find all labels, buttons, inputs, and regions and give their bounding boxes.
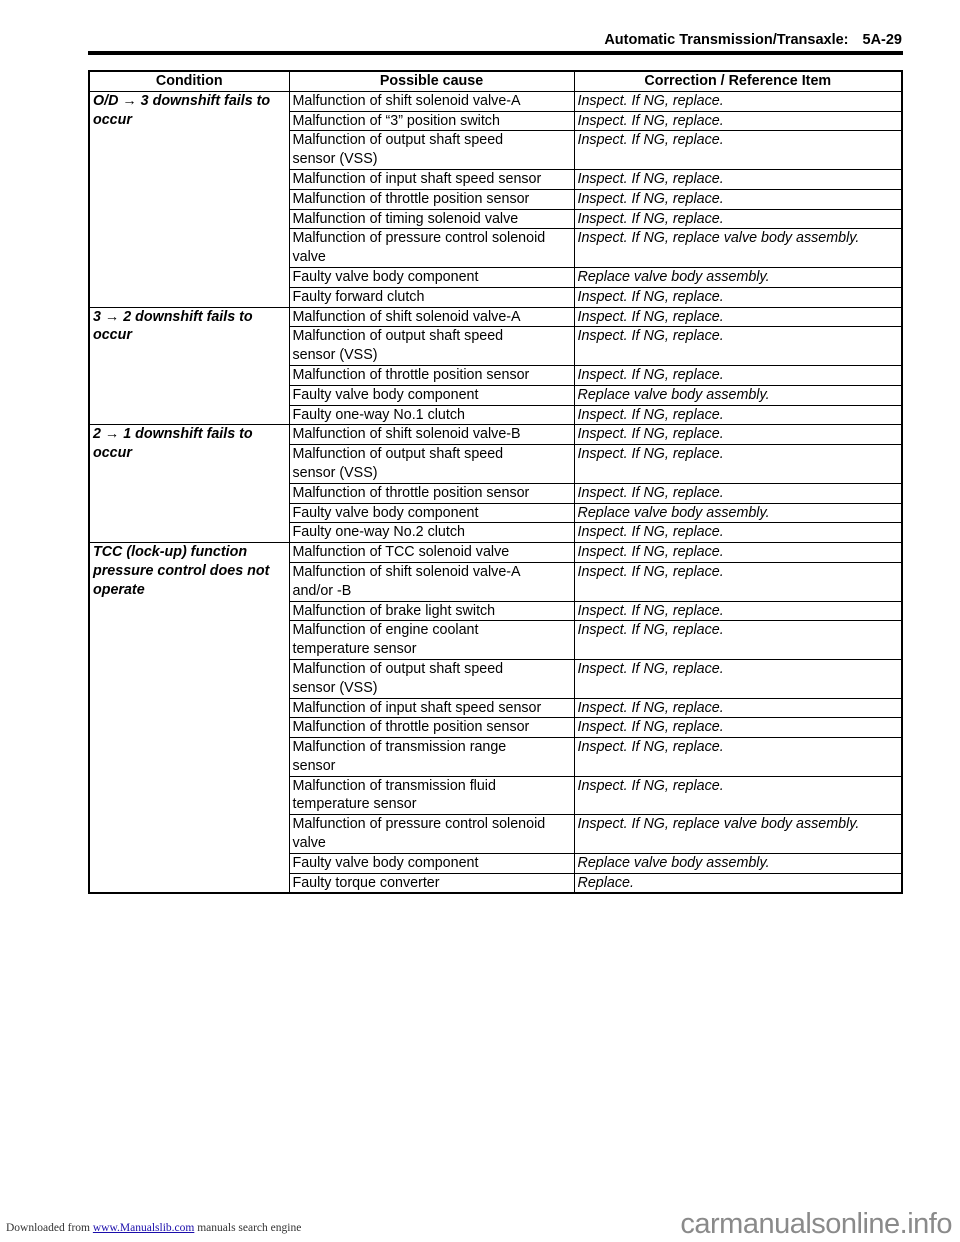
correction-cell: Inspect. If NG, replace valve body assembly. [574,229,902,268]
correction-cell: Replace valve body assembly. [574,853,902,873]
possible-cause-cell: Malfunction of output shaft speed sensor (VSS) [289,659,574,698]
correction-cell: Replace valve body assembly. [574,503,902,523]
possible-cause-cell: Malfunction of shift solenoid valve-A and/or -B [289,562,574,601]
correction-cell: Inspect. If NG, replace. [574,365,902,385]
table-row [89,425,902,445]
possible-cause-cell: Faulty torque converter [289,873,574,893]
correction-cell: Inspect. If NG, replace. [574,91,902,111]
column-header: Condition [89,71,289,91]
possible-cause-cell: Malfunction of throttle position sensor [289,365,574,385]
correction-cell: Inspect. If NG, replace. [574,405,902,425]
header-rule [88,51,903,55]
page-header [604,32,902,48]
correction-cell: Replace valve body assembly. [574,385,902,405]
possible-cause-cell: Malfunction of transmission range sensor [289,738,574,777]
correction-cell: Inspect. If NG, replace. [574,287,902,307]
correction-cell: Inspect. If NG, replace. [574,111,902,131]
correction-cell: Replace. [574,873,902,893]
possible-cause-cell: Faulty one-way No.1 clutch [289,405,574,425]
manualslib-link[interactable]: www.Manualslib.com [92,1222,195,1234]
possible-cause-cell: Malfunction of shift solenoid valve-A [289,307,574,327]
footer-suffix: manuals search engine [194,1222,302,1234]
possible-cause-cell: Malfunction of TCC solenoid valve [289,543,574,563]
possible-cause-cell: Malfunction of pressure control solenoid valve [289,815,574,854]
correction-cell: Inspect. If NG, replace. [574,718,902,738]
possible-cause-cell: Malfunction of shift solenoid valve-B [289,425,574,445]
correction-cell: Inspect. If NG, replace. [574,738,902,777]
possible-cause-cell: Malfunction of output shaft speed sensor (VSS) [289,327,574,366]
possible-cause-cell: Malfunction of output shaft speed sensor (VSS) [289,445,574,484]
possible-cause-cell: Malfunction of throttle position sensor [289,483,574,503]
possible-cause-cell: Malfunction of input shaft speed sensor [289,169,574,189]
correction-cell: Inspect. If NG, replace. [574,209,902,229]
correction-cell: Inspect. If NG, replace. [574,543,902,563]
correction-cell: Inspect. If NG, replace. [574,131,902,170]
table-row [89,543,902,563]
possible-cause-cell: Malfunction of output shaft speed sensor (VSS) [289,131,574,170]
possible-cause-cell: Malfunction of shift solenoid valve-A [289,91,574,111]
correction-cell: Inspect. If NG, replace. [574,327,902,366]
correction-cell: Inspect. If NG, replace. [574,659,902,698]
possible-cause-cell: Malfunction of throttle position sensor [289,189,574,209]
footer-prefix: Downloaded from [6,1222,93,1234]
possible-cause-cell: Malfunction of input shaft speed sensor [289,698,574,718]
condition-cell: TCC (lock-up) function pressure control does not operate [89,543,289,894]
column-header: Possible cause [289,71,574,91]
possible-cause-cell: Malfunction of timing solenoid valve [289,209,574,229]
condition-cell: 2 → 1 downshift fails to occur [89,425,289,543]
possible-cause-cell: Faulty forward clutch [289,287,574,307]
diagnosis-table [88,70,903,894]
correction-cell: Inspect. If NG, replace valve body assembly. [574,815,902,854]
possible-cause-cell: Faulty valve body component [289,385,574,405]
section-title: Automatic Transmission/Transaxle: [604,32,849,48]
correction-cell: Inspect. If NG, replace. [574,776,902,815]
correction-cell: Inspect. If NG, replace. [574,698,902,718]
watermark: carmanualsonline.info [680,1208,952,1240]
correction-cell: Inspect. If NG, replace. [574,601,902,621]
table-header-row [89,71,902,91]
possible-cause-cell: Malfunction of throttle position sensor [289,718,574,738]
correction-cell: Inspect. If NG, replace. [574,425,902,445]
page-number: 5A-29 [862,32,902,48]
correction-cell: Inspect. If NG, replace. [574,307,902,327]
possible-cause-cell: Faulty valve body component [289,853,574,873]
correction-cell: Inspect. If NG, replace. [574,483,902,503]
possible-cause-cell: Faulty valve body component [289,503,574,523]
table-row [89,307,902,327]
possible-cause-cell: Malfunction of pressure control solenoid valve [289,229,574,268]
download-footer [6,1222,301,1234]
table-row [89,91,902,111]
possible-cause-cell: Faulty one-way No.2 clutch [289,523,574,543]
correction-cell: Inspect. If NG, replace. [574,445,902,484]
possible-cause-cell: Malfunction of “3” position switch [289,111,574,131]
correction-cell: Inspect. If NG, replace. [574,621,902,660]
correction-cell: Replace valve body assembly. [574,267,902,287]
condition-cell: 3 → 2 downshift fails to occur [89,307,289,425]
correction-cell: Inspect. If NG, replace. [574,189,902,209]
column-header: Correction / Reference Item [574,71,902,91]
possible-cause-cell: Malfunction of brake light switch [289,601,574,621]
possible-cause-cell: Malfunction of engine coolant temperature sensor [289,621,574,660]
correction-cell: Inspect. If NG, replace. [574,562,902,601]
condition-cell: O/D → 3 downshift fails to occur [89,91,289,307]
correction-cell: Inspect. If NG, replace. [574,169,902,189]
possible-cause-cell: Faulty valve body component [289,267,574,287]
correction-cell: Inspect. If NG, replace. [574,523,902,543]
possible-cause-cell: Malfunction of transmission fluid temperature sensor [289,776,574,815]
